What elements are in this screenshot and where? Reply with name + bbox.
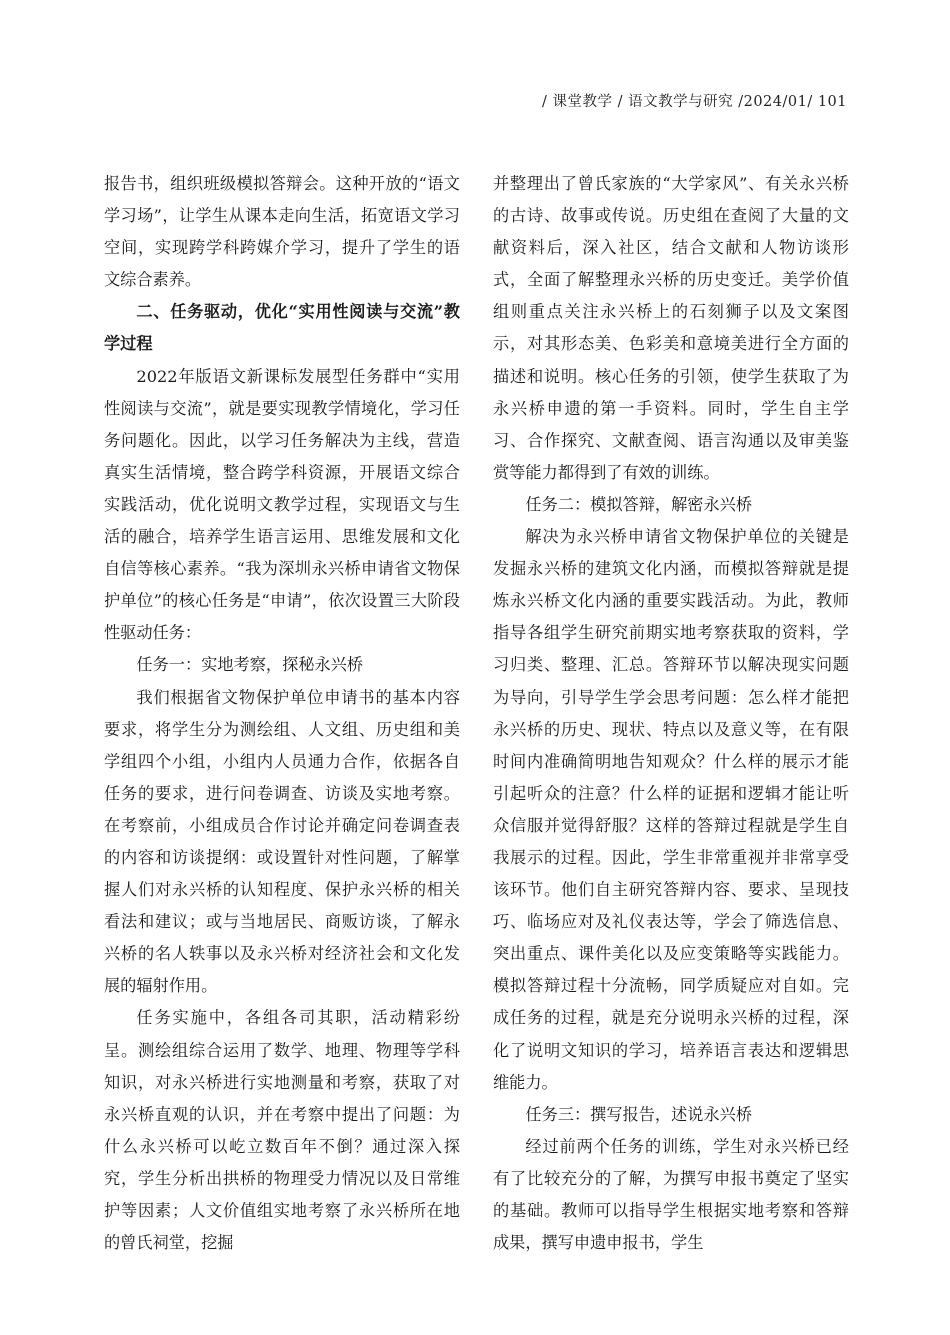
section-heading: 二、任务驱动，优化“实用性阅读与交流”教学过程	[104, 302, 460, 354]
paragraph: 2022年版语文新课标发展型任务群中“实用性阅读与交流”，就是要实现教学情境化，学习任务问题化。因此，以学习任务解决为主线，营造真实生活情境，整合跨学科资源，开展语文综合实践活动，优化说明文教学过程，实现语文与生活的融合，培养学生语言运用、思维发展和文化自信等核心素养。“我为深圳永兴桥申请省文物保护单位”的核心任务是“申请”，依次设置三大阶段性驱动任务：	[104, 366, 460, 643]
running-header: / 课堂教学 / 语文教学与研究 /2024/01/ 101	[542, 94, 847, 110]
task-title: 任务三：撰写报告，述说永兴桥	[525, 1104, 753, 1124]
paragraph: 并整理出了曾氏家族的“大学家风”、有关永兴桥的古诗、故事或传说。历史组在查阅了大量的文献资料后，深入社区，结合文献和人物访谈形式，全面了解整理永兴桥的历史变迁。美学价值组则重点关注永兴桥上的石刻狮子以及文案图示，对其形态美、色彩美和意境美进行全方面的描述和说明。核心任务的引领，使学生获取了为永兴桥申遗的第一手资料。同时，学生自主学习、合作探究、文献查阅、语言沟通以及审美鉴赏等能力都得到了有效的训练。	[493, 174, 849, 482]
task-title: 任务二：模拟答辩，解密永兴桥	[525, 494, 753, 514]
paragraph: 经过前两个任务的训练，学生对永兴桥已经有了比较充分的了解，为撰写申报书奠定了坚实的基础。教师可以指导学生根据实地考察和答辩成果，撰写申遗申报书，学生	[493, 1136, 849, 1253]
left-column	[104, 168, 460, 1259]
paragraph: 解决为永兴桥申请省文物保护单位的关键是发掘永兴桥的建筑文化内涵，而模拟答辩就是提炼永兴桥文化内涵的重要实践活动。为此，教师指导各组学生研究前期实地考察获取的资料，学习归类、整理、汇总。答辩环节以解决现实问题为导向，引导学生学会思考问题：怎么样才能把永兴桥的历史、现状、特点以及意义等，在有限时间内准确简明地告知观众？什么样的展示才能引起听众的注意？什么样的证据和逻辑才能让听众信服并觉得舒服？这样的答辩过程就是学生自我展示的过程。因此，学生非常重视并非常享受该环节。他们自主研究答辩内容、要求、呈现技巧、临场应对及礼仪表达等，学会了筛选信息、突出重点、课件美化以及应变策略等实践能力。模拟答辩过程十分流畅，同学质疑应对自如。完成任务的过程，就是充分说明永兴桥的过程，深化了说明文知识的学习，培养语言表达和逻辑思维能力。	[493, 527, 849, 1092]
right-column	[493, 168, 849, 1259]
paragraph: 报告书，组织班级模拟答辩会。这种开放的“语文学习场”，让学生从课本走向生活，拓宽语文学习空间，实现跨学科跨媒介学习，提升了学生的语文综合素养。	[104, 174, 460, 290]
paragraph: 任务实施中，各组各司其职，活动精彩纷呈。测绘组综合运用了数学、地理、物理等学科知识，对永兴桥进行实地测量和考察，获取了对永兴桥直观的认识，并在考察中提出了问题：为什么永兴桥可以屹立数百年不倒？通过深入探究，学生分析出拱桥的物理受力情况以及日常维护等因素；人文价值组实地考察了永兴桥所在地的曾氏祠堂，挖掘	[104, 1008, 460, 1253]
paragraph: 我们根据省文物保护单位申请书的基本内容要求，将学生分为测绘组、人文组、历史组和美学组四个小组，小组内人员通力合作，依据各自任务的要求，进行问卷调查、访谈及实地考察。在考察前，小组成员合作讨论并确定问卷调查表的内容和访谈提纲：或设置针对性问题，了解掌握人们对永兴桥的认知程度、保护永兴桥的相关看法和建议；或与当地居民、商贩访谈，了解永兴桥的名人轶事以及永兴桥对经济社会和文化发展的辐射作用。	[104, 687, 460, 996]
task-title: 任务一：实地考察，探秘永兴桥	[136, 655, 364, 675]
